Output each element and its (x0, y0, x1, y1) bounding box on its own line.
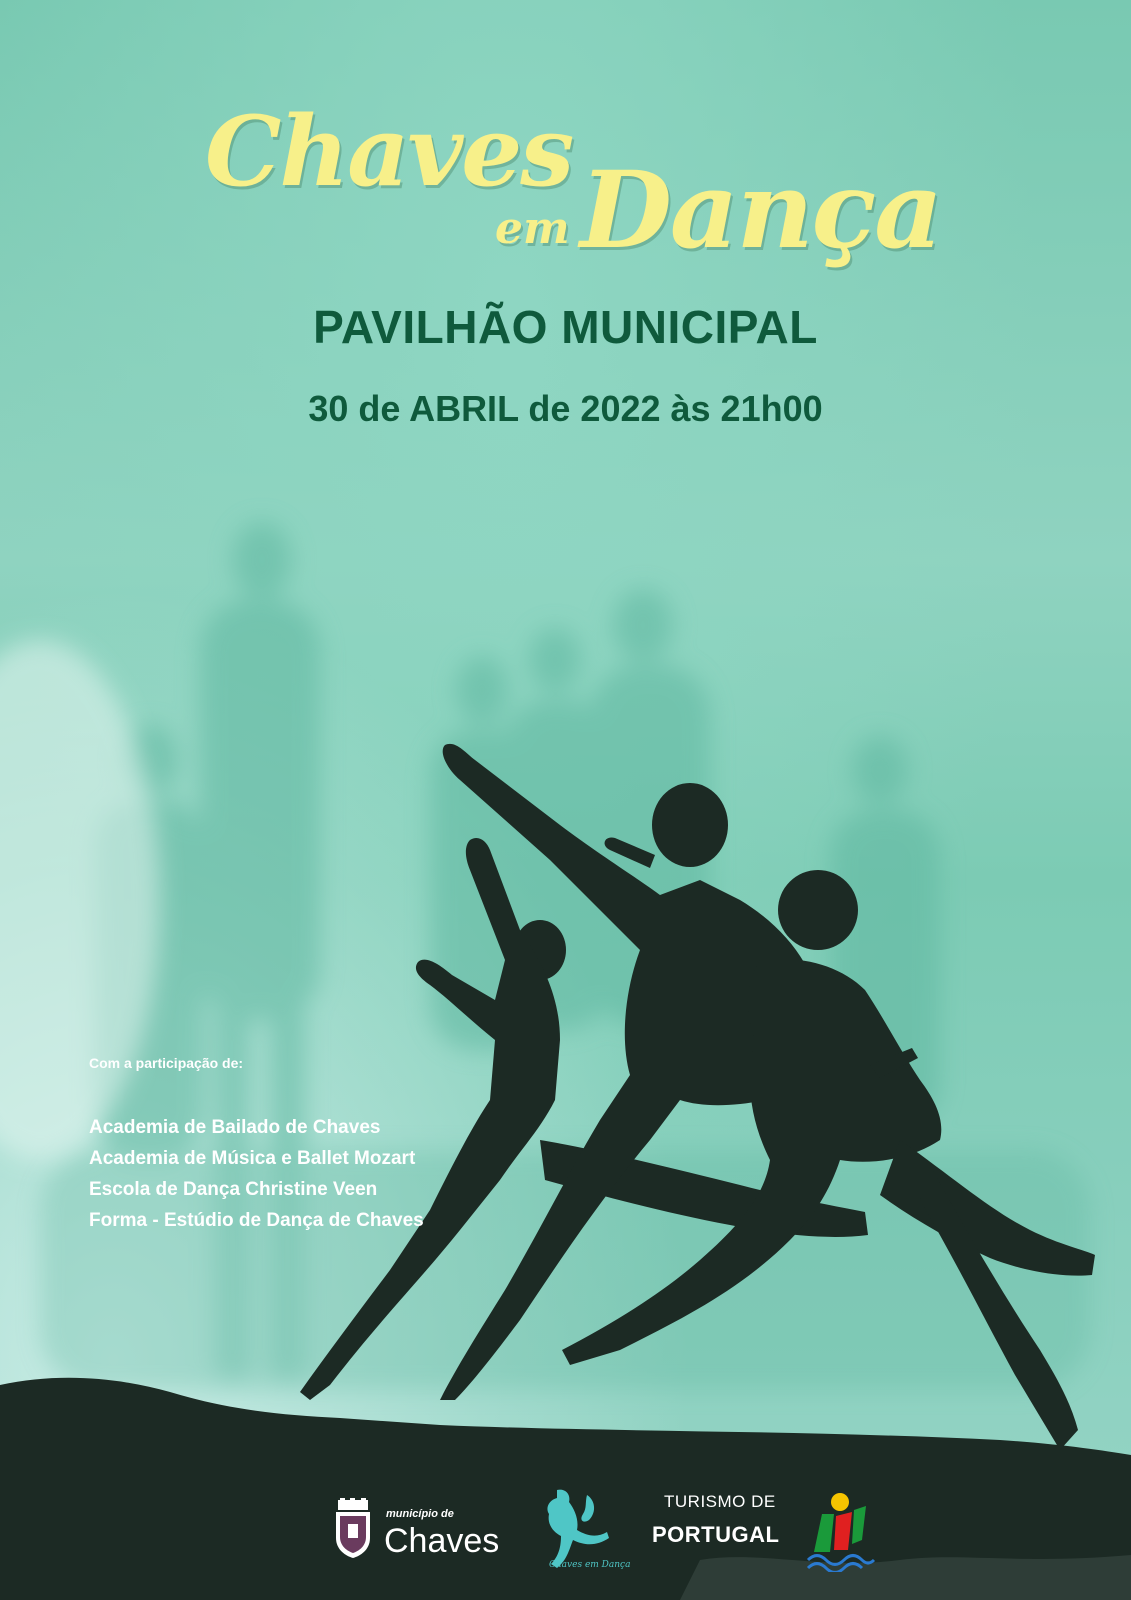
participant-list (89, 1112, 424, 1236)
event-date: 30 de ABRIL de 2022 às 21h00 (308, 388, 823, 429)
portugal-label: PORTUGAL (652, 1522, 780, 1547)
title-word-danca: Dança (580, 147, 941, 272)
coat-of-arms-icon (332, 1498, 374, 1560)
municipio-name: Chaves (384, 1522, 500, 1560)
title-word-em: em (495, 203, 570, 254)
municipio-label: município de (386, 1508, 454, 1520)
turismo-de-portugal-logo (652, 1492, 882, 1572)
participant-item: Forma - Estúdio de Dança de Chaves (89, 1210, 424, 1231)
participant-item: Academia de Música e Ballet Mozart (89, 1148, 416, 1169)
chaves-em-danca-logo (527, 1480, 631, 1580)
sponsor-logos (0, 1480, 1131, 1590)
participant-item: Escola de Dança Christine Veen (89, 1179, 378, 1200)
event-title (0, 95, 1131, 272)
venue-heading: PAVILHÃO MUNICIPAL (313, 301, 818, 353)
municipio-chaves-logo (332, 1498, 512, 1568)
turismo-label: TURISMO DE (664, 1492, 776, 1511)
title-word-chaves: Chaves (205, 95, 573, 208)
participant-item: Academia de Bailado de Chaves (89, 1117, 381, 1138)
portugal-emblem-icon (800, 1492, 880, 1572)
participation-label: Com a participação de: (89, 1055, 244, 1071)
chaves-em-danca-label: Chaves em Dança (549, 1560, 631, 1570)
